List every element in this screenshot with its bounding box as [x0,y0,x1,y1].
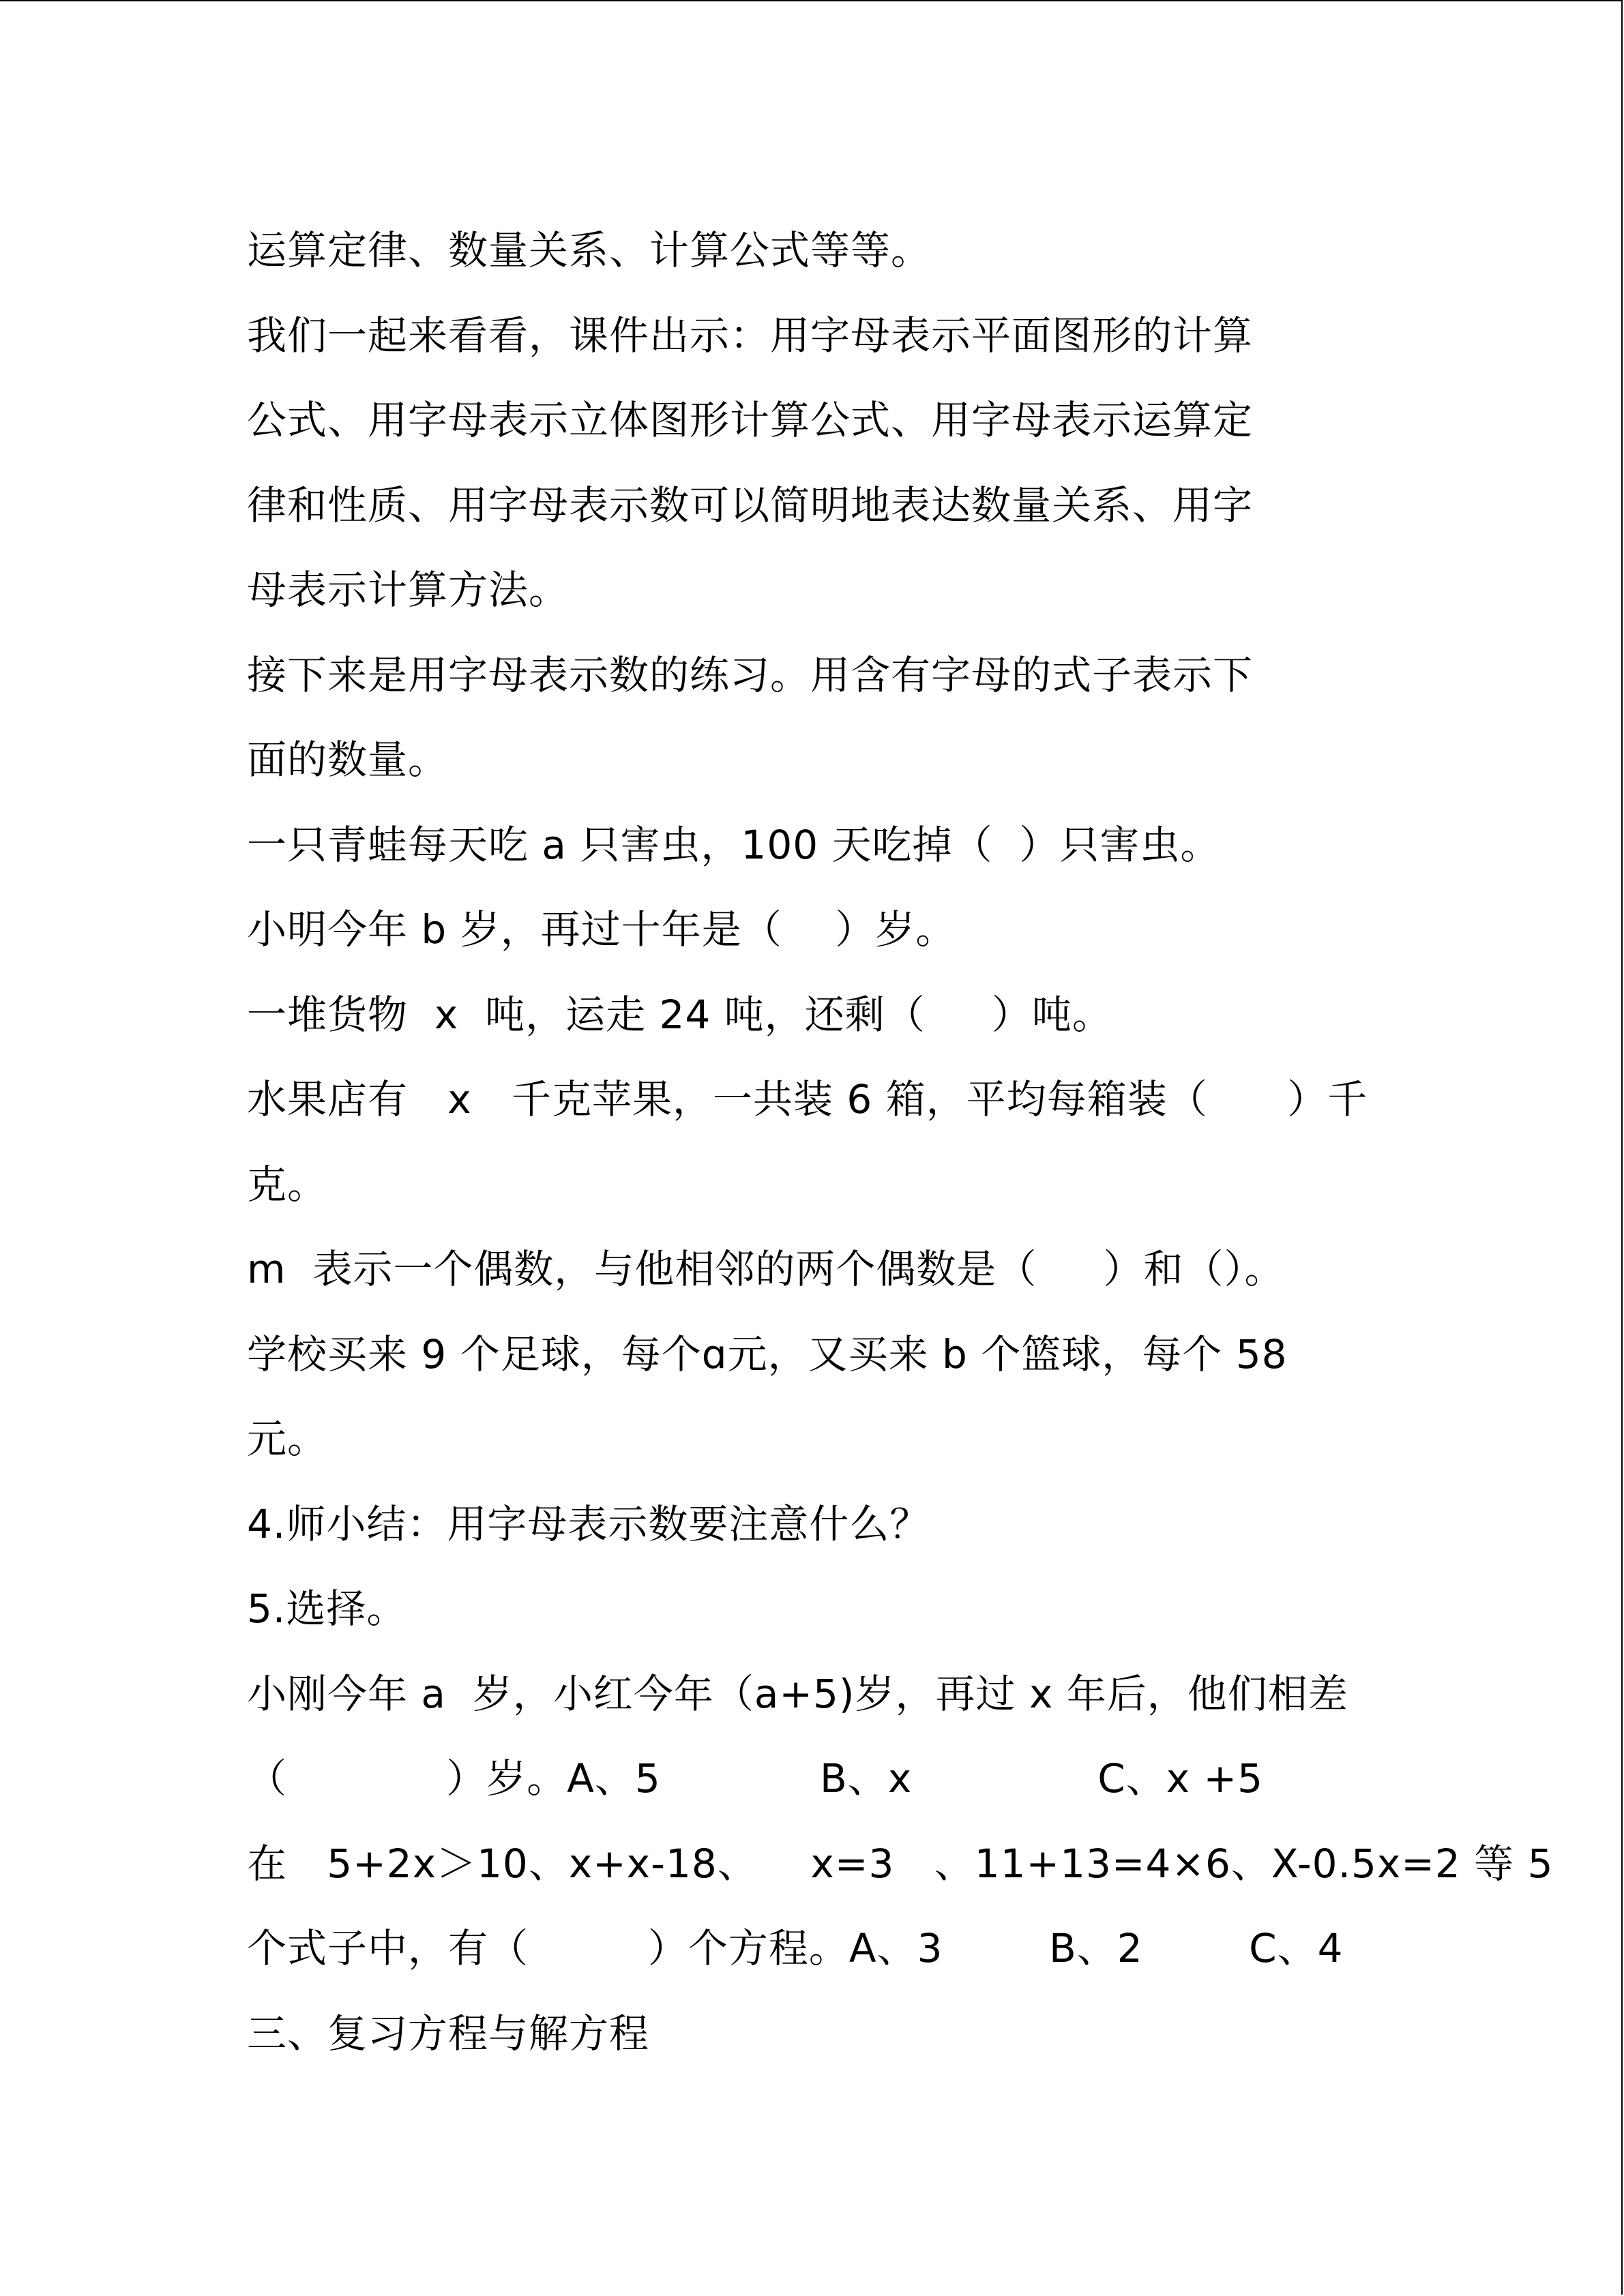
text-line: 克。 [247,1161,328,1208]
text-line: 个式子中，有（ ）个方程。A、3 B、2 C、4 [247,1925,1344,1971]
text-line: 面的数量。 [247,736,449,783]
document-body [247,208,1554,2076]
section-heading: 三、复习方程与解方程 [247,2010,650,2057]
text-line: 公式、用字母表示立体图形计算公式、用字母表示运算定 [247,397,1254,443]
text-line: 接下来是用字母表示数的练习。用含有字母的式子表示下 [247,651,1254,698]
text-line: 运算定律、数量关系、计算公式等等。 [247,227,932,273]
text-line: 元。 [247,1416,328,1462]
text-line: 学校买来 9 个足球，每个ɑ元，又买来 b 个篮球，每个 58 [247,1330,1288,1377]
text-line: 4.师小结：用字母表示数要注意什么？ [247,1500,930,1547]
text-line: 我们一起来看看，课件出示：用字母表示平面图形的计算 [247,312,1254,359]
text-line: 小明今年 b 岁，再过十年是（ ）岁。 [247,906,956,953]
text-line: m 表示一个偶数，与他相邻的两个偶数是（ ）和（）。 [247,1246,1285,1292]
text-line: 一堆货物 x 吨，运走 24 吨，还剩（ ）吨。 [247,991,1112,1038]
text-line: 在 5+2x＞10、x+x-18、 x=3 、11+13=4×6、X-0.5x=2 等 5 [247,1840,1554,1887]
text-line: 律和性质、用字母表示数可以简明地表达数量关系、用字 [247,481,1254,528]
text-line: 小刚今年 a 岁，小红今年（a+5)岁，再过 x 年后，他们相差 [247,1670,1348,1717]
text-line: 母表示计算方法。 [247,567,570,613]
text-line: 一只青蛙每天吃 a 只害虫，100 天吃掉（ ）只害虫。 [247,821,1221,868]
text-line: 5.选择。 [247,1585,407,1632]
text-line: 水果店有 x 千克苹果，一共装 6 箱，平均每箱装（ ）千 [247,1076,1368,1122]
text-line: （ ）岁。A、5 B、x C、x +5 [247,1755,1264,1802]
